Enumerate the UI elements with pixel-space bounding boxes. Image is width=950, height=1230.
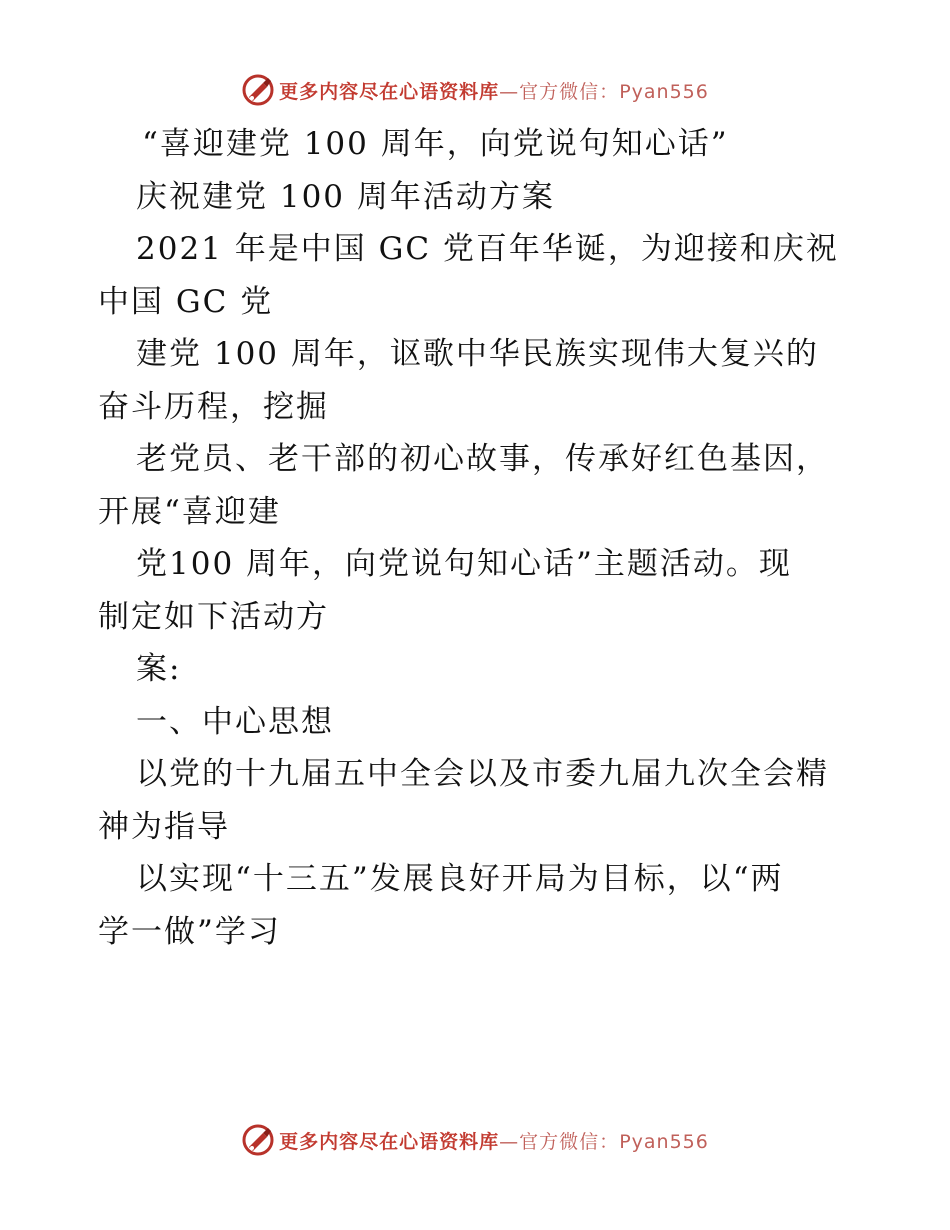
- doc-paragraph-line: 党100 周年，向党说句知心话”主题活动。现: [136, 546, 792, 582]
- doc-paragraph-line: 中国 GC 党: [98, 283, 274, 320]
- footer-banner-text: 更多内容尽在心语资料库—官方微信：Pyan556: [279, 1130, 709, 1153]
- header-banner: [0, 70, 950, 110]
- doc-paragraph-line: 老党员、老干部的初心故事，传承好红色基因，: [136, 441, 829, 477]
- doc-paragraph-line: 以党的十九届五中全会以及市委九届九次全会精: [136, 756, 829, 792]
- pen-logo-icon: [241, 73, 275, 107]
- header-banner-text: 更多内容尽在心语资料库—官方微信：Pyan556: [279, 80, 709, 103]
- footer-banner: [0, 1120, 950, 1160]
- doc-title-slogan: “喜迎建党 100 周年，向党说句知心话”: [142, 126, 729, 162]
- doc-paragraph-line: 制定如下活动方: [98, 598, 329, 635]
- doc-paragraph-line: 奋斗历程，挖掘: [98, 388, 329, 425]
- doc-paragraph-line: 案:: [136, 651, 182, 687]
- doc-paragraph-line: 开展“喜迎建: [98, 493, 281, 530]
- doc-paragraph-line: 建党 100 周年，讴歌中华民族实现伟大复兴的: [136, 336, 819, 372]
- pen-logo-icon: [241, 1123, 275, 1157]
- doc-paragraph-line: 以实现“十三五”发展良好开局为目标，以“两: [136, 861, 784, 897]
- doc-title-plan: 庆祝建党 100 周年活动方案: [136, 178, 555, 215]
- document-body: [98, 118, 858, 958]
- doc-paragraph-line: 神为指导: [98, 808, 230, 845]
- doc-section-heading: 一、中心思想: [136, 703, 334, 740]
- doc-paragraph-line: 学一做”学习: [98, 913, 281, 950]
- doc-paragraph-line: 2021 年是中国 GC 党百年华诞，为迎接和庆祝: [136, 231, 839, 267]
